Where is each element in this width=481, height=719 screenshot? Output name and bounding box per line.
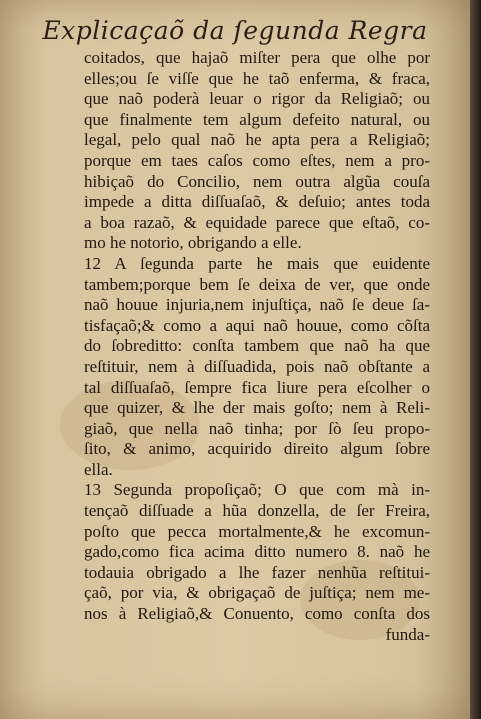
text-line: tal diſſuaſaõ, ſempre fica liure pera eſcolher o — [84, 377, 430, 397]
text-line: a boa razaõ, & equidade parece que eſtaõ, co- — [84, 212, 430, 232]
text-line: tençaõ diſſuade a hũa donzella, de ſer Freira, — [84, 501, 430, 521]
text-line: tambem;porque bem ſe deixa de ver, que onde — [84, 274, 430, 294]
paragraph-start-line: 12 A ſegunda parte he mais que euidente — [84, 253, 430, 273]
text-line: hibiçaõ do Concilio, nem outra algũa couſa — [84, 171, 430, 191]
text-line: impede a ditta diſſuaſaõ, & deſuio; antes toda — [84, 192, 430, 212]
text-line: nos à Religiaõ,& Conuento, como conſta dos — [84, 604, 430, 624]
text-line: legal, pelo qual naõ he apta pera a Religiaõ; — [84, 130, 430, 150]
text-line: que quizer, & lhe der mais goſto; nem à Reli- — [84, 398, 430, 418]
text-line: giaõ, que nella naõ tinha; por ſò ſeu propo- — [84, 418, 430, 438]
text-line: que naõ poderà leuar o rigor da Religiaõ; ou — [84, 89, 430, 109]
text-line: gado,como fica acima ditto numero 8. naõ he — [84, 542, 430, 562]
text-line: tisfaçaõ;& como a aqui naõ houue, como cõſta — [84, 315, 430, 335]
text-line: ella. — [84, 459, 113, 479]
text-line: naõ houue injuria,nem injuſtiça, naõ ſe deue ſa- — [84, 295, 430, 315]
text-line: mo he notorio, obrigando a elle. — [84, 233, 302, 253]
text-line: todauia obrigado a lhe fazer nenhũa reſtitui- — [84, 562, 430, 582]
text-line: poſto que pecca mortalmente,& he excomun- — [84, 521, 430, 541]
text-line: porque em taes caſos como eſtes, nem a pro- — [84, 150, 430, 170]
text-line: elles;ou ſe viſſe que he taõ enferma, & fraca, — [84, 68, 430, 88]
running-head: Explicaçaõ da ſegunda Regra — [42, 16, 428, 45]
body-text — [84, 48, 430, 645]
text-line: çaõ, por via, & obrigaçaõ de juſtiça; nem me- — [84, 583, 430, 603]
page-edge — [470, 0, 481, 719]
text-line: reſtituir, nem à diſſuadida, pois naõ obſtante a — [84, 356, 430, 376]
paragraph-start-line: 13 Segunda propoſiçaõ; O que com mà in- — [84, 480, 430, 500]
text-line: que finalmente tem algum defeito natural, ou — [84, 109, 430, 129]
text-line: ſito, & animo, acquirido direito algum ſobre — [84, 439, 430, 459]
catchword: funda- — [385, 624, 430, 644]
text-line: coitados, que hajaõ miſter pera que olhe por — [84, 48, 430, 67]
text-line: do ſobreditto: conſta tambem que naõ ha que — [84, 336, 430, 356]
